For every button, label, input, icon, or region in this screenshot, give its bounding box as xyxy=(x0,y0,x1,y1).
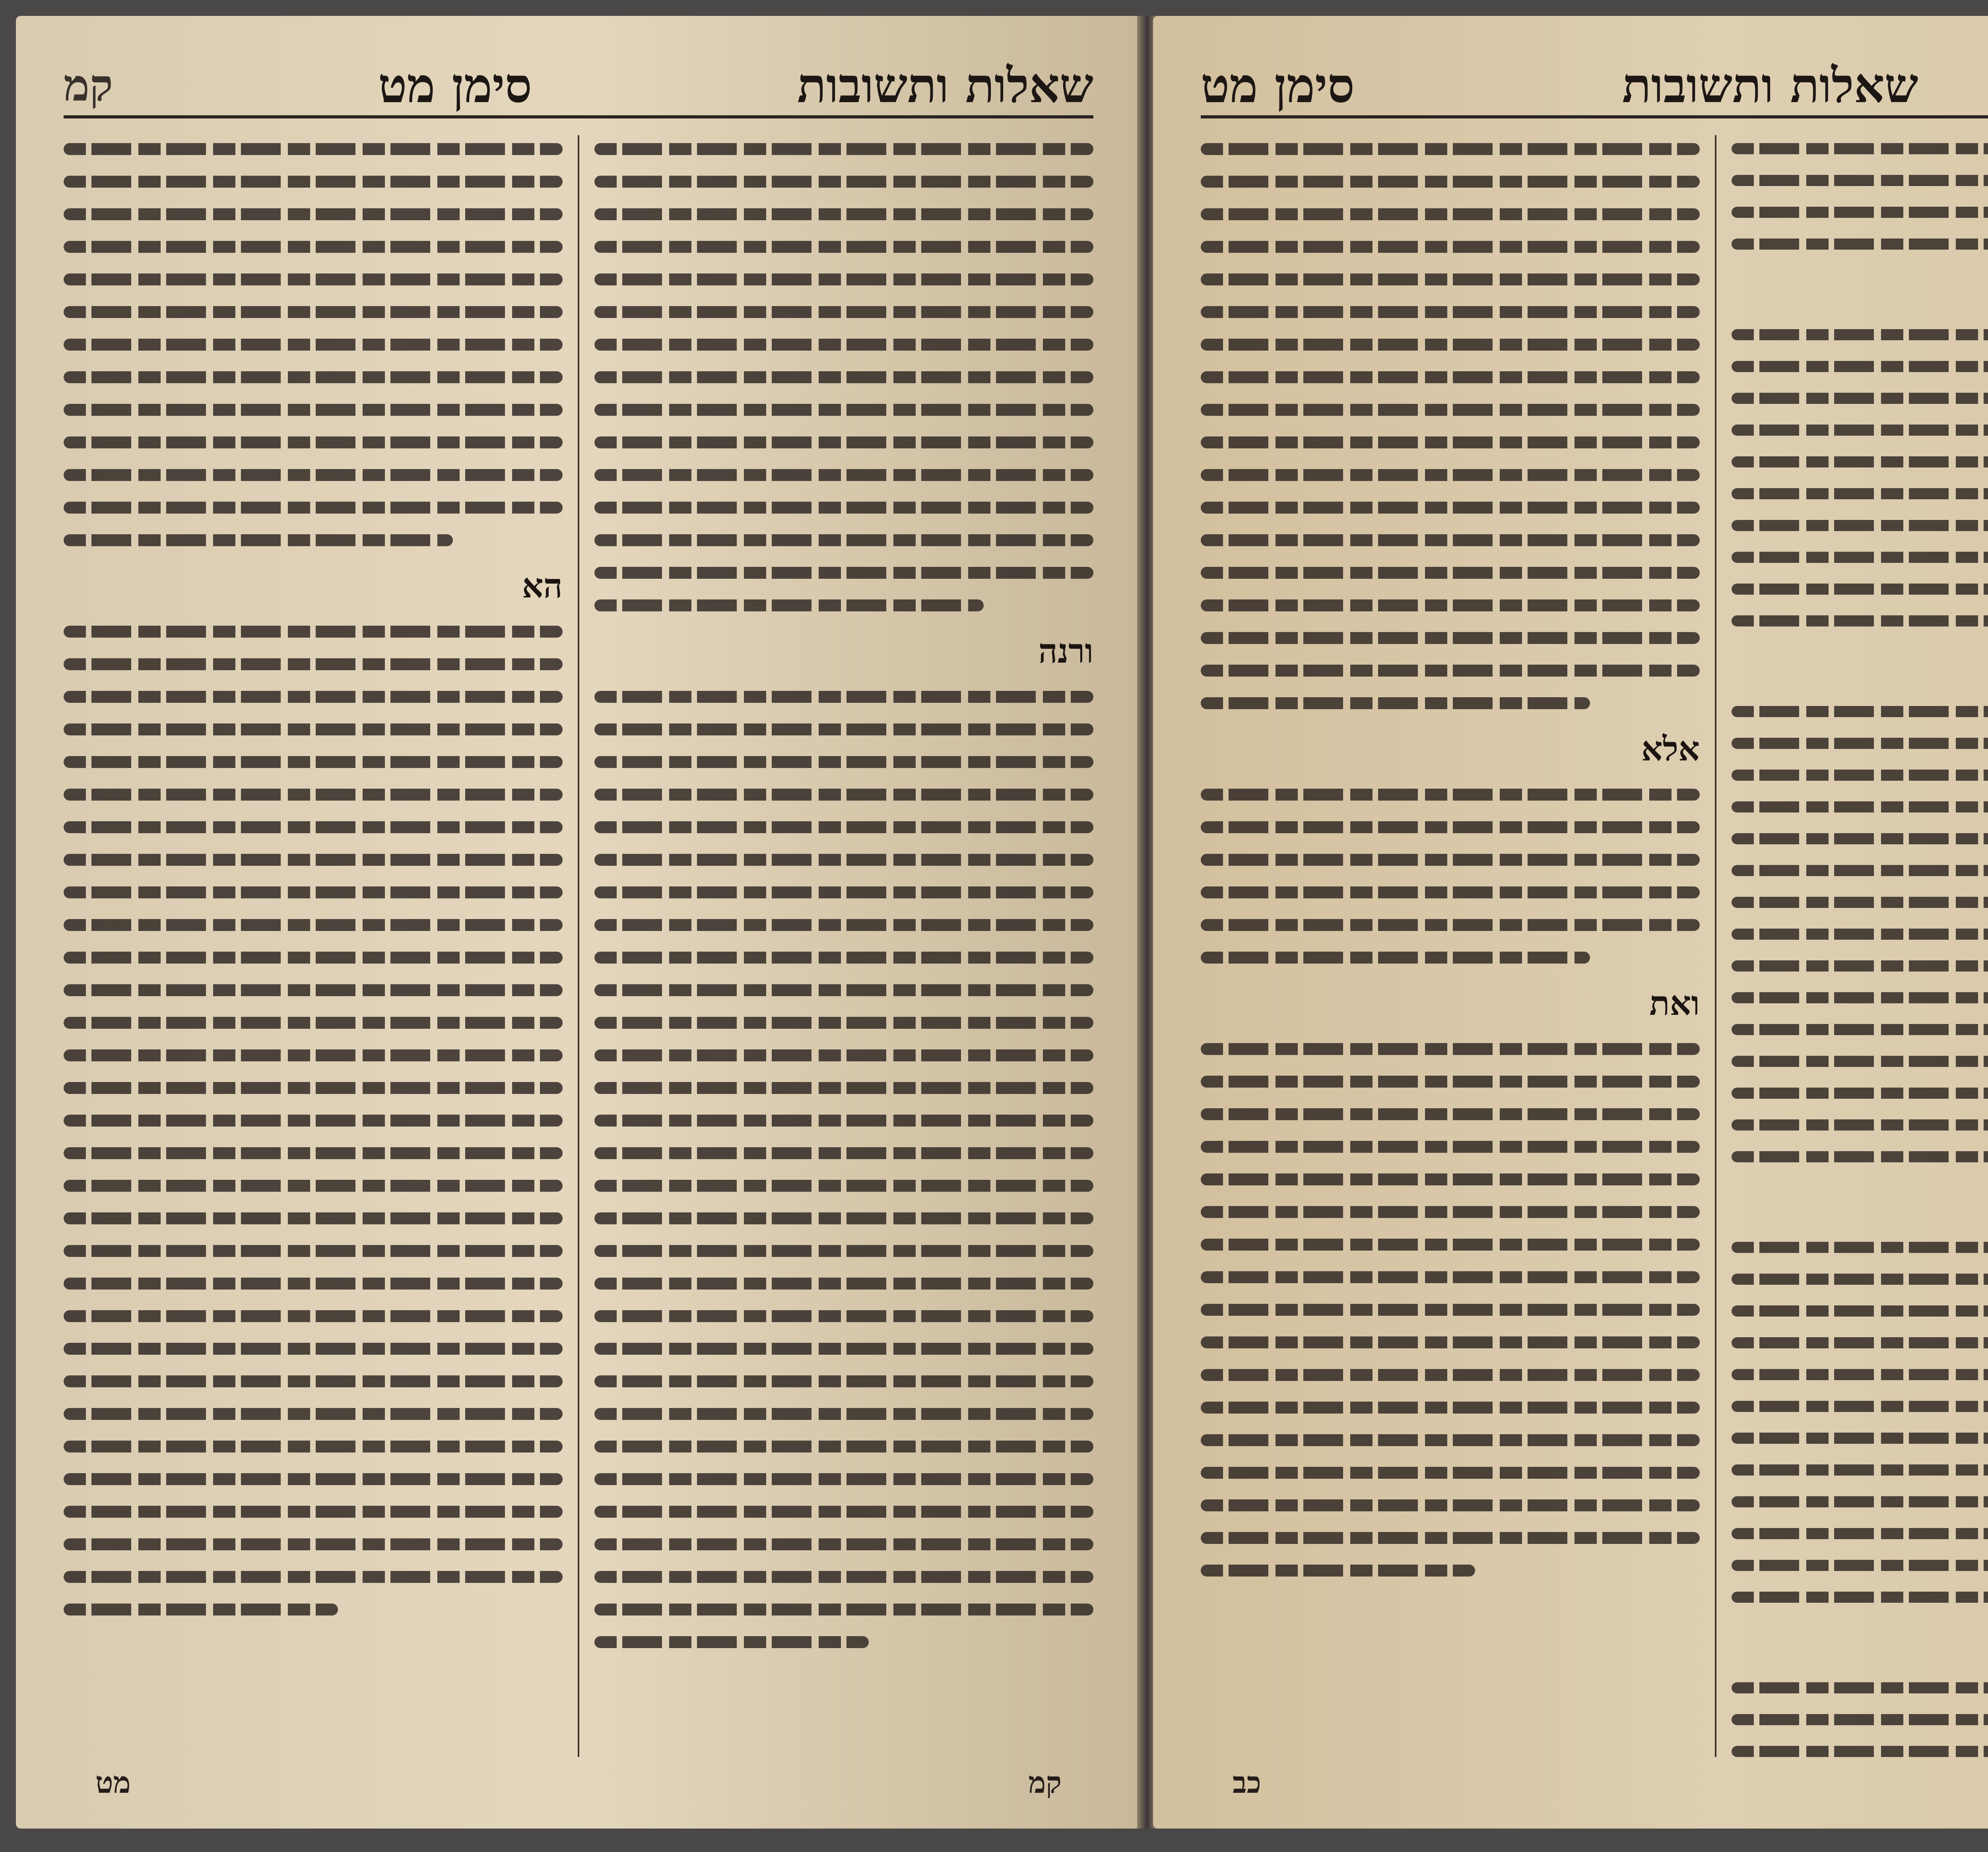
text-line xyxy=(594,306,1093,318)
text-line xyxy=(594,469,1093,481)
left-page-footer xyxy=(95,1765,1062,1801)
text-line xyxy=(1201,1499,1700,1511)
right-header-section: סימן מט xyxy=(1201,57,1355,114)
text-line xyxy=(1201,1206,1700,1218)
text-line xyxy=(1201,821,1700,833)
text-line xyxy=(594,952,1093,964)
text-line xyxy=(594,1212,1093,1224)
text-line xyxy=(594,436,1093,448)
text-line xyxy=(1732,738,1988,749)
text-line xyxy=(1732,552,1988,563)
text-line xyxy=(1732,584,1988,595)
text-line xyxy=(1201,241,1700,253)
text-line xyxy=(64,789,563,801)
text-line xyxy=(594,1408,1093,1420)
text-line xyxy=(1201,1369,1700,1381)
right-page xyxy=(1153,16,1988,1829)
text-line xyxy=(1201,1239,1700,1251)
right-col-right-keyword-3 xyxy=(1732,1185,1988,1219)
text-line xyxy=(64,984,563,996)
right-page-header xyxy=(1201,56,1988,118)
text-line xyxy=(1201,1532,1700,1544)
right-col-right-keyword-2 xyxy=(1732,650,1988,683)
text-line xyxy=(64,404,563,416)
text-line xyxy=(1732,207,1988,218)
text-line xyxy=(64,1441,563,1453)
left-col-right-keyword: ורנה xyxy=(1038,631,1093,671)
text-line xyxy=(64,502,563,514)
text-line xyxy=(594,176,1093,188)
text-line xyxy=(1732,425,1988,436)
text-line xyxy=(1732,833,1988,844)
text-line xyxy=(1201,1304,1700,1316)
text-line xyxy=(594,404,1093,416)
text-line xyxy=(1201,1076,1700,1088)
text-line xyxy=(1732,1337,1988,1348)
text-line xyxy=(1201,176,1700,188)
text-line xyxy=(64,756,563,768)
text-line xyxy=(594,1636,869,1648)
text-line xyxy=(1732,1305,1988,1317)
text-line xyxy=(594,339,1093,351)
text-line xyxy=(1201,919,1700,931)
text-line xyxy=(64,723,563,735)
text-line xyxy=(1201,143,1700,155)
text-line xyxy=(1201,1141,1700,1153)
text-line xyxy=(1201,1402,1700,1414)
text-line xyxy=(1201,632,1700,644)
right-page-columns xyxy=(1201,135,1988,1757)
text-line xyxy=(594,1473,1093,1485)
text-line xyxy=(1732,770,1988,781)
text-line xyxy=(1732,1119,1988,1131)
text-line xyxy=(1201,1043,1700,1055)
text-line xyxy=(594,241,1093,253)
text-line xyxy=(1201,665,1700,677)
text-line xyxy=(1732,615,1988,626)
text-line xyxy=(594,1147,1093,1159)
left-header-section: סימן מט xyxy=(378,57,532,114)
text-line xyxy=(1732,1433,1988,1444)
text-line xyxy=(594,1571,1093,1583)
text-line xyxy=(1732,1496,1988,1507)
text-line xyxy=(64,1278,563,1290)
text-line xyxy=(1732,992,1988,1003)
left-page-header xyxy=(64,56,1093,118)
text-line xyxy=(594,1538,1093,1550)
text-line xyxy=(64,273,563,285)
text-line xyxy=(1201,1565,1475,1577)
right-header-title: שאלות ותשובות xyxy=(1622,57,1918,114)
text-line xyxy=(64,1017,563,1029)
text-line xyxy=(1732,1401,1988,1412)
text-line xyxy=(594,1180,1093,1192)
text-line xyxy=(64,1310,563,1322)
text-line xyxy=(1201,273,1700,285)
text-line xyxy=(1201,208,1700,220)
text-line xyxy=(64,241,563,253)
text-line xyxy=(1732,1560,1988,1571)
text-line xyxy=(64,1538,563,1550)
text-line xyxy=(1732,1746,1988,1757)
text-line xyxy=(1732,1592,1988,1603)
text-line xyxy=(64,952,563,964)
text-line xyxy=(594,984,1093,996)
text-line xyxy=(1201,404,1700,416)
left-folio: קמ xyxy=(64,60,113,111)
text-line xyxy=(64,1212,563,1224)
text-line xyxy=(64,886,563,898)
right-col-right-keyword-4 xyxy=(1732,1626,1988,1659)
text-line xyxy=(594,756,1093,768)
text-line xyxy=(64,534,453,546)
text-line xyxy=(594,1604,1093,1615)
text-line xyxy=(594,1375,1093,1387)
text-line xyxy=(1732,520,1988,531)
text-line xyxy=(1201,371,1700,383)
left-header-title: שאלות ותשובות xyxy=(797,57,1093,114)
text-line xyxy=(1732,897,1988,908)
text-line xyxy=(64,1375,563,1387)
text-line xyxy=(64,1571,563,1583)
text-line xyxy=(1201,854,1700,866)
right-page-column-left xyxy=(1201,135,1700,1757)
text-line xyxy=(1732,456,1988,467)
text-line xyxy=(64,1147,563,1159)
text-line xyxy=(64,469,563,481)
text-line xyxy=(1201,567,1700,579)
text-line xyxy=(594,821,1093,833)
text-line xyxy=(64,1473,563,1485)
text-line xyxy=(594,1082,1093,1094)
text-line xyxy=(64,176,563,188)
text-line xyxy=(594,143,1093,155)
text-line xyxy=(1732,361,1988,372)
text-line xyxy=(594,371,1093,383)
text-line xyxy=(1732,488,1988,499)
text-line xyxy=(1201,436,1700,448)
text-line xyxy=(64,691,563,703)
text-line xyxy=(64,1082,563,1094)
right-col-left-keyword-2: ואת xyxy=(1649,983,1700,1023)
right-page-column-right xyxy=(1732,135,1988,1757)
left-page xyxy=(16,16,1141,1829)
text-line xyxy=(594,886,1093,898)
text-line xyxy=(594,1343,1093,1355)
text-line xyxy=(594,273,1093,285)
text-line xyxy=(594,854,1093,866)
text-line xyxy=(1201,534,1700,546)
text-line xyxy=(594,599,984,611)
text-line xyxy=(1732,1274,1988,1285)
text-line xyxy=(1201,1434,1700,1446)
text-line xyxy=(1732,929,1988,940)
text-line xyxy=(1732,329,1988,340)
text-line xyxy=(1732,1369,1988,1380)
text-line xyxy=(1732,1242,1988,1253)
text-line xyxy=(64,436,563,448)
right-page-footer xyxy=(1233,1765,1988,1801)
text-line xyxy=(594,789,1093,801)
left-page-column-right xyxy=(594,135,1093,1757)
text-line xyxy=(594,208,1093,220)
text-line xyxy=(64,1115,563,1127)
text-line xyxy=(64,1049,563,1061)
text-line xyxy=(1732,1714,1988,1725)
text-line xyxy=(594,919,1093,931)
text-line xyxy=(594,567,1093,579)
text-line xyxy=(1201,952,1590,964)
text-line xyxy=(1732,1056,1988,1067)
text-line xyxy=(1201,789,1700,801)
text-line xyxy=(64,1245,563,1257)
text-line xyxy=(1732,1528,1988,1539)
text-line xyxy=(594,1506,1093,1518)
text-line xyxy=(594,1017,1093,1029)
text-line xyxy=(64,854,563,866)
left-page-columns xyxy=(64,135,1093,1757)
text-line xyxy=(1201,1173,1700,1185)
text-line xyxy=(1732,143,1988,154)
text-line xyxy=(594,534,1093,546)
text-line xyxy=(1201,697,1590,709)
text-line xyxy=(64,371,563,383)
left-col-left-keyword: הא xyxy=(522,566,563,605)
text-line xyxy=(64,1180,563,1192)
text-line xyxy=(1732,1682,1988,1693)
left-page-column-left xyxy=(64,135,563,1757)
text-line xyxy=(594,1310,1093,1322)
right-col-right-keyword-1 xyxy=(1732,273,1988,306)
text-line xyxy=(1201,1467,1700,1479)
text-line xyxy=(1732,801,1988,813)
text-line xyxy=(1201,1336,1700,1348)
text-line xyxy=(1732,1088,1988,1099)
text-line xyxy=(1732,1464,1988,1476)
left-footer-left: מט xyxy=(95,1765,131,1800)
text-line xyxy=(1201,599,1700,611)
text-line xyxy=(594,1245,1093,1257)
text-line xyxy=(1201,1271,1700,1283)
text-line xyxy=(1732,706,1988,717)
text-line xyxy=(594,691,1093,703)
text-line xyxy=(64,919,563,931)
right-footer-left: כב xyxy=(1233,1765,1261,1800)
text-line xyxy=(64,626,563,638)
text-line xyxy=(1201,502,1700,514)
text-line xyxy=(64,1604,338,1615)
text-line xyxy=(1732,1151,1988,1162)
text-line xyxy=(1201,886,1700,898)
text-line xyxy=(1201,306,1700,318)
text-line xyxy=(1732,1024,1988,1035)
text-line xyxy=(1732,865,1988,876)
text-line xyxy=(64,1343,563,1355)
text-line xyxy=(594,723,1093,735)
text-line xyxy=(1732,393,1988,404)
text-line xyxy=(64,1408,563,1420)
text-line xyxy=(64,1506,563,1518)
text-line xyxy=(64,821,563,833)
text-line xyxy=(594,1049,1093,1061)
text-line xyxy=(1201,469,1700,481)
text-line xyxy=(1732,239,1988,250)
text-line xyxy=(594,1278,1093,1290)
text-line xyxy=(594,1441,1093,1453)
text-line xyxy=(594,502,1093,514)
text-line xyxy=(1732,960,1988,972)
text-line xyxy=(64,143,563,155)
left-footer-right: קמ xyxy=(1028,1765,1062,1800)
text-line xyxy=(594,1115,1093,1127)
text-line xyxy=(1201,339,1700,351)
text-line xyxy=(1732,175,1988,186)
right-col-left-keyword-1: אלא xyxy=(1641,729,1700,768)
text-line xyxy=(1201,1108,1700,1120)
text-line xyxy=(64,658,563,670)
text-line xyxy=(64,306,563,318)
text-line xyxy=(64,339,563,351)
text-line xyxy=(64,208,563,220)
